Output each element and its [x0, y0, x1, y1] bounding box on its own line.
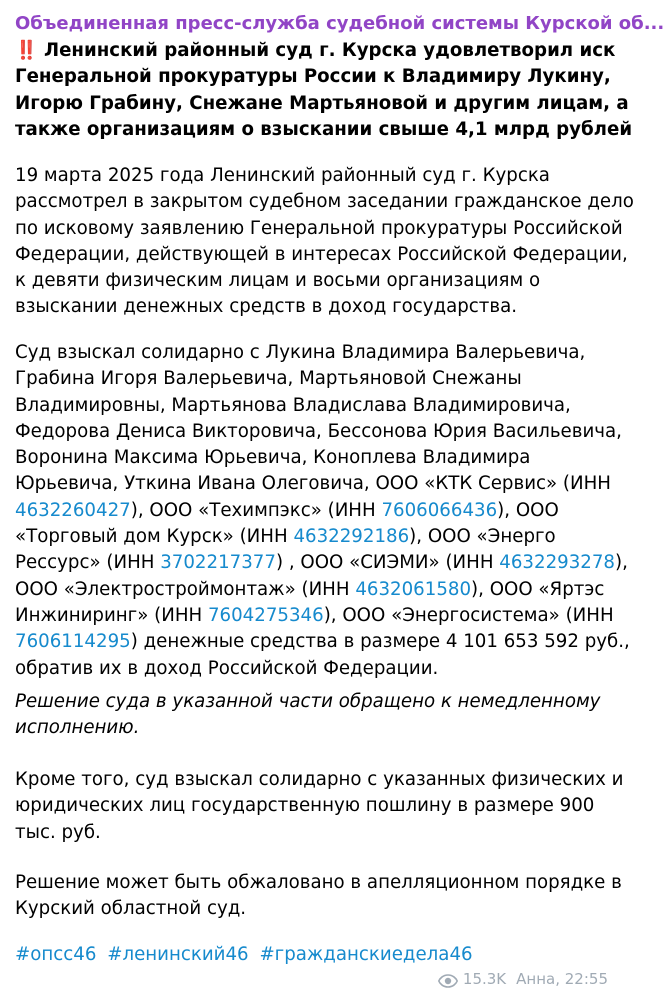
- author-time: Анна, 22:55: [516, 970, 608, 988]
- text-fragment: ), ООО: [497, 499, 559, 521]
- paragraph-appeal: [15, 870, 622, 923]
- eye-icon: [438, 972, 458, 986]
- text-line: [15, 550, 628, 576]
- headline-line: также организациям о взыскании свыше 4,1 млрд рублей: [15, 118, 633, 140]
- text-line: Кроме того, суд взыскал солидарно с указанных физических и: [15, 769, 624, 790]
- text-fragment: ), ООО «Техимпэкс» (ИНН: [130, 499, 382, 521]
- text-fragment: Инжиниринг» (ИНН: [15, 604, 208, 626]
- text-line: Грабина Игоря Валерьевича, Мартьяновой Снежаны: [15, 368, 522, 390]
- text-line: Федорова Дениса Викторовича, Бессонова Юрия Васильевича,: [15, 420, 622, 442]
- inn-link[interactable]: 4632293278: [499, 552, 615, 574]
- text-line: [15, 524, 615, 550]
- text-line: [15, 498, 615, 524]
- inn-link[interactable]: 7604275346: [207, 604, 324, 626]
- text-fragment: ООО «Электростроймонтаж» (ИНН: [15, 578, 356, 600]
- text-line: [15, 577, 615, 603]
- headline-line: ‼️ Ленинский районный суд г. Курска удовлетворил иск: [15, 40, 616, 61]
- text-fragment: ),: [615, 552, 628, 574]
- text-line: Суд взыскал солидарно с Лукина Владимира Валерьевича,: [15, 342, 586, 363]
- inn-link[interactable]: 4632292186: [293, 526, 410, 548]
- inn-link[interactable]: 3702217377: [160, 552, 276, 574]
- post-headline: [15, 38, 633, 143]
- paragraph-defendants: [15, 340, 630, 682]
- paragraph-immediate-execution: [15, 689, 615, 742]
- text-line: Федерации, действующей в интересах Российской Федерации,: [15, 243, 628, 265]
- text-line: по исковому заявлению Генеральной прокуратуры Российской: [15, 217, 623, 239]
- text-line: Курский областной суд.: [15, 898, 247, 920]
- text-line: Юрьевича, Уткина Ивана Олеговича, ООО «КТК Сервис» (ИНН: [15, 473, 611, 495]
- text-line: Воронина Максима Юрьевича, Коноплева Владимира: [15, 447, 531, 469]
- hashtag-list: [15, 942, 478, 968]
- text-line: Решение может быть обжаловано в апелляционном порядке в: [15, 872, 622, 893]
- text-line: [15, 629, 630, 655]
- text-line: обратив их в доход Российской Федерации.: [15, 657, 439, 679]
- text-fragment: ) , ООО «СИЭМИ» (ИНН: [275, 552, 500, 574]
- inn-link[interactable]: 7606114295: [15, 631, 131, 653]
- post-meta: [438, 968, 608, 990]
- inn-link[interactable]: 7606066436: [381, 499, 498, 521]
- text-fragment: Рессурс» (ИНН: [15, 552, 161, 574]
- text-fragment: ), ООО «Яртэс: [471, 578, 605, 600]
- text-line: к девяти физическим лицам и восьми организациям о: [15, 270, 541, 292]
- view-count: 15.3K: [462, 970, 507, 988]
- text-line: юридических лиц государственную пошлину в размере 900: [15, 795, 595, 817]
- headline-line: Генеральной прокуратуры России к Владимиру Лукину,: [15, 66, 611, 88]
- text-fragment: ) денежные средства в размере 4 101 653 592 руб.,: [130, 631, 630, 653]
- text-line: рассмотрел в закрытом судебном заседании гражданское дело: [15, 191, 634, 213]
- text-line: тыс. руб.: [15, 821, 101, 843]
- text-line: Решение суда в указанной части обращено к немедленному: [15, 691, 601, 712]
- text-line: Владимировны, Мартьянова Владислава Владимировича,: [15, 394, 571, 416]
- text-fragment: ), ООО «Энерго: [409, 526, 556, 548]
- paragraph-state-fee: [15, 767, 624, 846]
- text-line: [15, 603, 615, 629]
- inn-link[interactable]: 4632260427: [15, 499, 131, 521]
- text-fragment: ), ООО «Энергосистема» (ИНН: [323, 604, 614, 626]
- text-line: исполнению.: [15, 717, 140, 739]
- text-fragment: «Торговый дом Курск» (ИНН: [15, 526, 294, 548]
- headline-line: Игорю Грабину, Снежане Мартьяновой и другим лицам, а: [15, 92, 629, 114]
- paragraph-intro: [15, 163, 634, 321]
- hashtag-link[interactable]: #гражданскиедела46: [259, 944, 473, 965]
- hashtag-link[interactable]: #опсс46: [15, 944, 97, 965]
- text-line: взыскании денежных средств в доход государства.: [15, 296, 518, 318]
- hashtag-link[interactable]: #ленинский46: [107, 944, 249, 965]
- channel-name[interactable]: Объединенная пресс-служба судебной системы Курской об...: [15, 13, 664, 34]
- text-line: 19 марта 2025 года Ленинский районный суд г. Курска: [15, 165, 550, 186]
- inn-link[interactable]: 4632061580: [355, 578, 472, 600]
